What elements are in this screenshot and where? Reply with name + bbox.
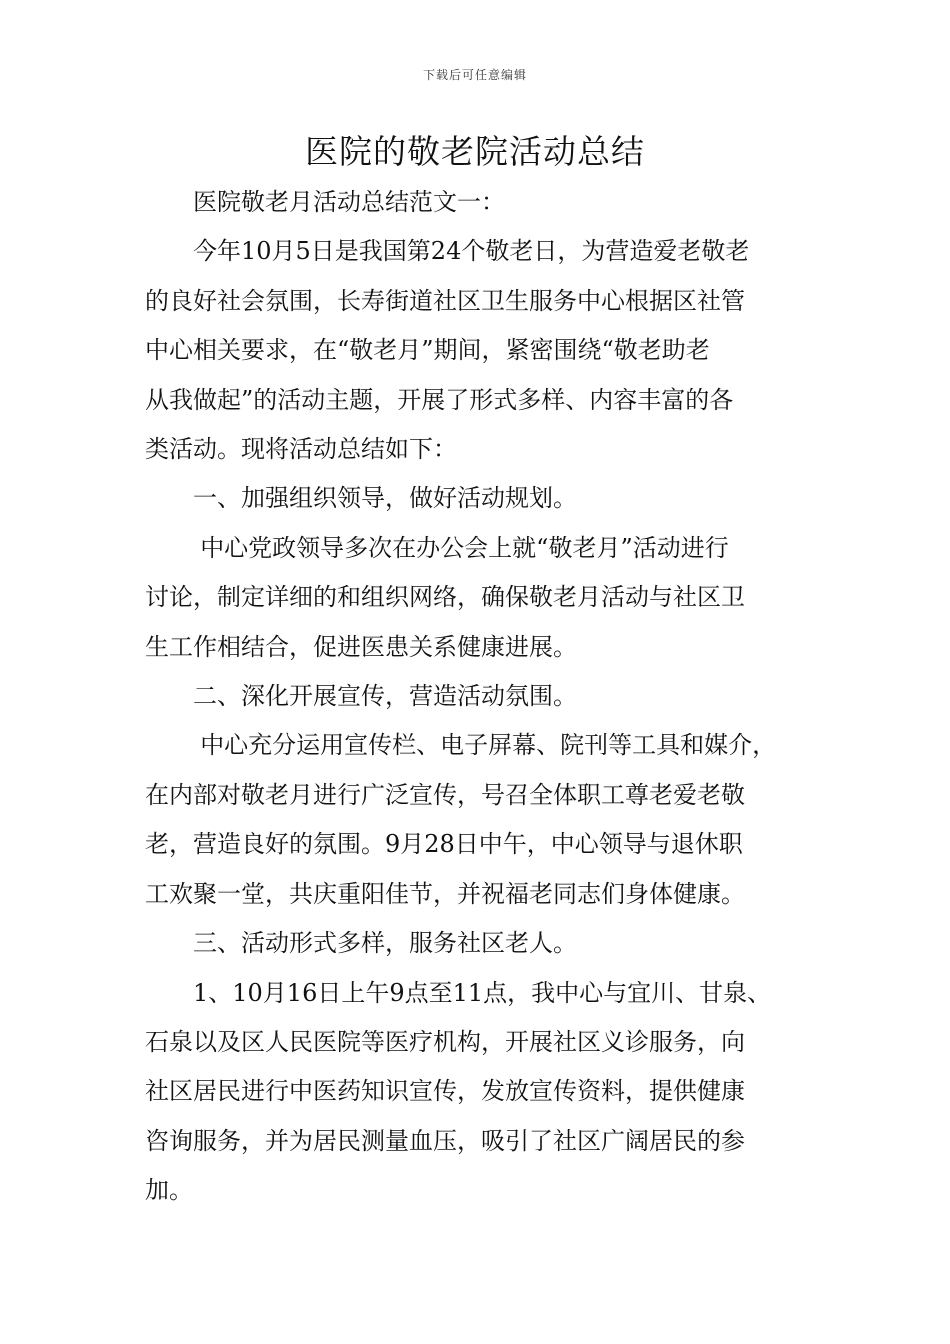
body-line: 咨询服务，并为居民测量血压，吸引了社区广阔居民的参: [145, 1126, 745, 1155]
body-line: 医院敬老月活动总结范文一：: [193, 188, 505, 216]
document-body: [145, 178, 820, 1216]
section-heading: 二、深化开展宣传，营造活动氛围。: [193, 682, 577, 711]
body-line: 老，营造良好的氛围。9月28日中午，中心领导与退休职: [145, 830, 743, 859]
header-note: 下载后可任意编辑: [422, 68, 527, 82]
body-line: 1、10月16日上午9点至11点，我中心与宜川、甘泉、: [193, 978, 772, 1007]
section-heading: 一、加强组织领导，做好活动规划。: [193, 484, 577, 513]
body-line: 社区居民进行中医药知识宣传，发放宣传资料，提供健康: [145, 1077, 745, 1106]
body-line: 从我做起”的活动主题，开展了形式多样、内容丰富的各: [145, 385, 734, 414]
body-line: 今年10月5日是我国第24个敬老日，为营造爱老敬老: [193, 237, 750, 266]
body-line: 石泉以及区人民医院等医疗机构，开展社区义诊服务，向: [145, 1027, 745, 1056]
body-line: 生工作相结合，促进医患关系健康进展。: [145, 632, 577, 661]
body-line: 中心相关要求，在“敬老月”期间，紧密围绕“敬老助老: [145, 336, 710, 365]
body-line: 在内部对敬老月进行广泛宣传，号召全体职工尊老爱老敬: [145, 780, 745, 809]
body-line: 加。: [145, 1176, 193, 1205]
body-line: 的良好社会氛围，长寿街道社区卫生服务中心根据区社管: [145, 286, 745, 315]
document-title: 医院的敬老院活动总结: [305, 132, 645, 171]
section-heading: 三、活动形式多样，服务社区老人。: [193, 929, 577, 958]
body-line: 中心党政领导多次在办公会上就“敬老月”活动进行: [200, 533, 729, 562]
body-line: 工欢聚一堂，共庆重阳佳节，并祝福老同志们身体健康。: [145, 879, 745, 908]
body-line: 讨论，制定详细的和组织网络，确保敬老月活动与社区卫: [145, 583, 745, 612]
body-line: 中心充分运用宣传栏、电子屏幕、院刊等工具和媒介，: [200, 731, 777, 760]
body-line: 类活动。现将活动总结如下：: [145, 435, 457, 464]
